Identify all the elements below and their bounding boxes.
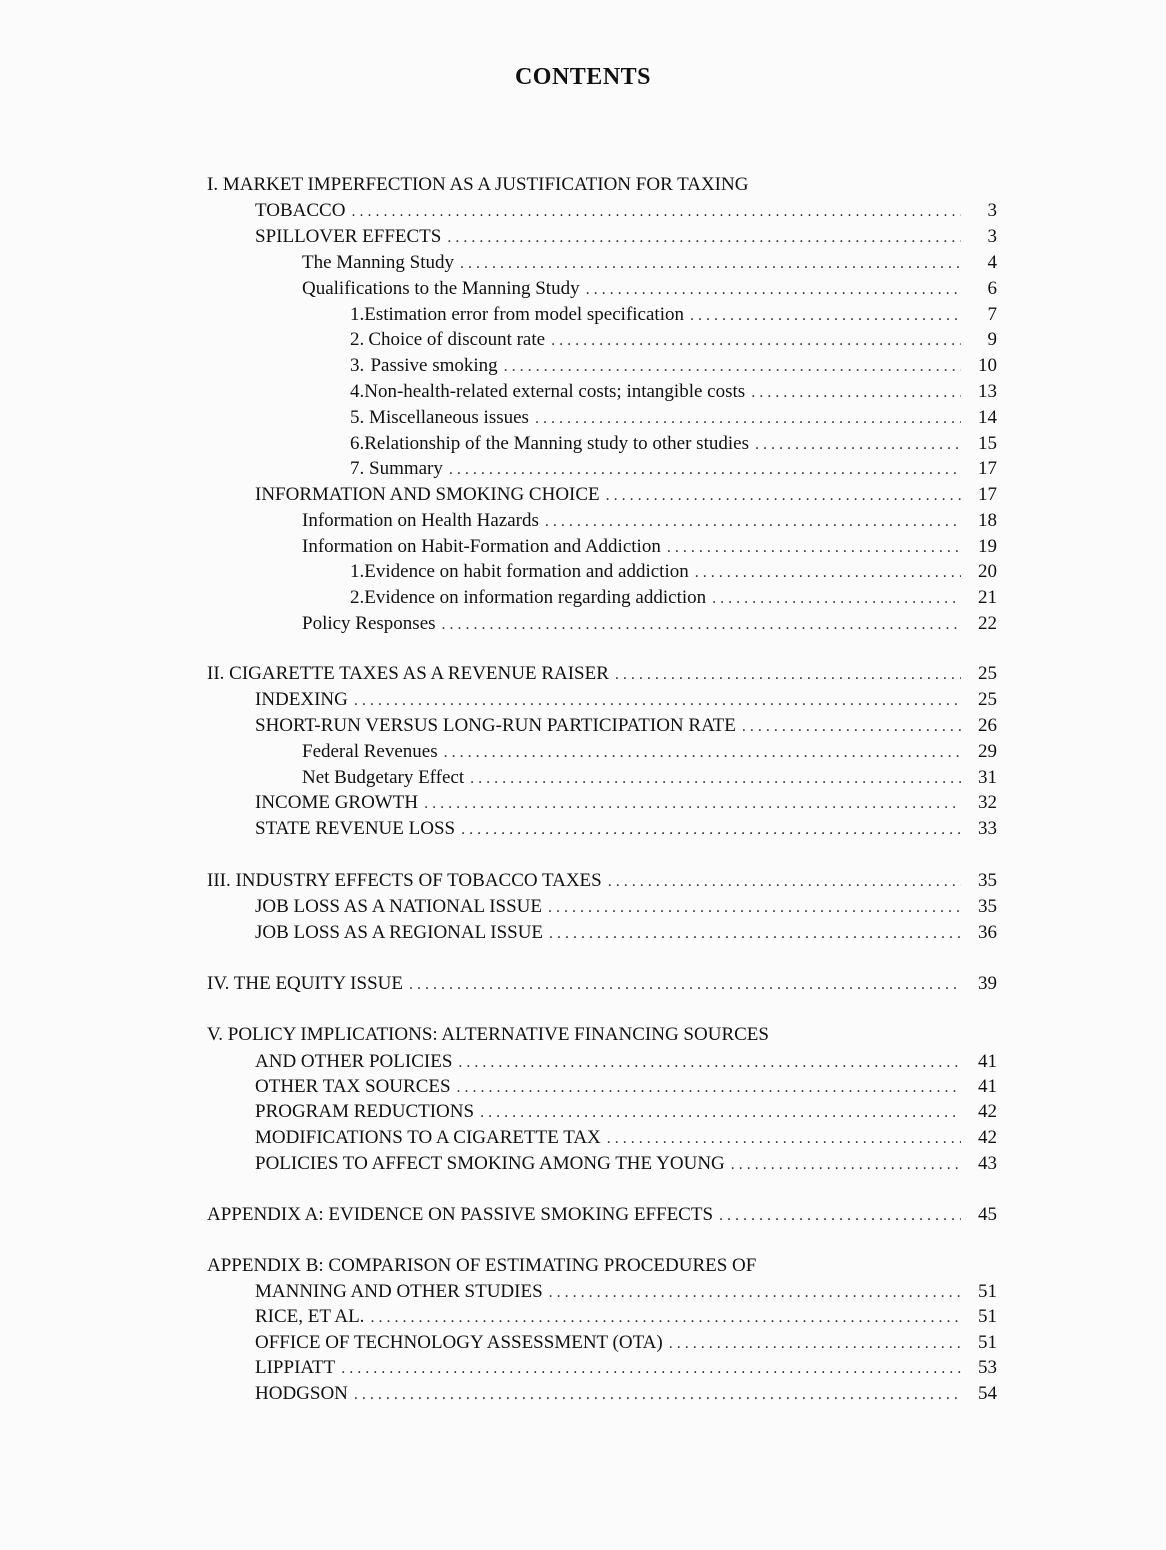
dot-leader — [545, 510, 961, 534]
dot-leader — [606, 484, 961, 508]
dot-leader — [460, 252, 961, 276]
dot-leader — [667, 536, 961, 560]
dot-leader — [719, 1204, 961, 1228]
page-number: 10 — [978, 355, 997, 376]
dot-leader — [669, 1332, 961, 1356]
entry-title: OTHER TAX SOURCES — [255, 1076, 451, 1097]
dot-leader — [742, 715, 961, 739]
toc-entry — [255, 791, 997, 815]
toc-entry — [255, 714, 997, 738]
page-number: 35 — [978, 870, 997, 891]
dot-leader — [695, 561, 961, 585]
toc-entry — [302, 766, 997, 790]
page-number: 53 — [978, 1357, 997, 1378]
toc-entry — [302, 509, 997, 533]
toc-entry — [255, 1305, 997, 1329]
toc-entry — [350, 380, 997, 404]
page-number: 41 — [978, 1051, 997, 1072]
dot-leader — [607, 1127, 961, 1151]
entry-title: Evidence on information regarding addiction — [364, 587, 707, 608]
entry-number: 5. — [350, 407, 365, 428]
toc-entry — [350, 328, 997, 352]
page-number: 54 — [978, 1383, 997, 1404]
toc-entry — [302, 612, 997, 636]
toc-entry — [207, 1254, 997, 1278]
entry-title: AND OTHER POLICIES — [255, 1051, 453, 1072]
page-number: 20 — [978, 561, 997, 582]
page-number: 13 — [978, 381, 997, 402]
page-number: 31 — [978, 767, 997, 788]
entry-number: 1. — [350, 304, 365, 325]
dot-leader — [442, 613, 961, 637]
dot-leader — [461, 818, 961, 842]
toc-entry — [255, 1382, 997, 1406]
entry-title: Non-health-related external costs; intangible costs — [364, 381, 746, 402]
entry-title: Information on Habit-Formation and Addiction — [302, 536, 661, 557]
toc-entry — [350, 354, 997, 378]
entry-title: SPILLOVER EFFECTS — [255, 226, 442, 247]
dot-leader — [447, 226, 961, 250]
toc-entry — [302, 277, 997, 301]
toc-entry — [255, 1126, 997, 1150]
entry-title: Evidence on habit formation and addiction — [364, 561, 689, 582]
entry-title: III. INDUSTRY EFFECTS OF TOBACCO TAXES — [207, 870, 602, 891]
dot-leader — [470, 767, 961, 791]
page-number: 36 — [978, 922, 997, 943]
entry-title: 7. Summary — [350, 458, 443, 479]
entry-title: MANNING AND OTHER STUDIES — [255, 1281, 543, 1302]
toc-entry — [255, 895, 997, 919]
page-number: 25 — [978, 689, 997, 710]
toc-entry — [350, 406, 997, 430]
entry-title: LIPPIATT — [255, 1357, 336, 1378]
entry-title: JOB LOSS AS A NATIONAL ISSUE — [255, 896, 542, 917]
entry-number: 3. — [350, 355, 365, 376]
dot-leader — [457, 1076, 961, 1100]
toc-entry — [255, 199, 997, 223]
entry-title: APPENDIX B: COMPARISON OF ESTIMATING PROCEDURES OF — [207, 1255, 757, 1276]
dot-leader — [586, 278, 961, 302]
dot-leader — [449, 458, 961, 482]
page-number: 41 — [978, 1076, 997, 1097]
toc-entry — [207, 662, 997, 686]
toc-entry — [207, 173, 997, 197]
page-number: 51 — [978, 1281, 997, 1302]
page-number: 18 — [978, 510, 997, 531]
toc-entry — [255, 1331, 997, 1355]
page-number: 39 — [978, 973, 997, 994]
toc-entry — [207, 1203, 997, 1227]
toc-entry — [255, 1280, 997, 1304]
entry-title: PROGRAM REDUCTIONS — [255, 1101, 475, 1122]
toc-entry — [302, 740, 997, 764]
page-number: 7 — [987, 304, 997, 325]
entry-title: Estimation error from model specification — [364, 304, 684, 325]
page-number: 51 — [978, 1306, 997, 1327]
entry-title: APPENDIX A: EVIDENCE ON PASSIVE SMOKING EFFECTS — [207, 1204, 714, 1225]
dot-leader — [731, 1153, 961, 1177]
dot-leader — [535, 407, 961, 431]
entry-title: The Manning Study — [302, 252, 454, 273]
dot-leader — [549, 922, 961, 946]
entry-title: INCOME GROWTH — [255, 792, 419, 813]
page-number: 42 — [978, 1127, 997, 1148]
toc-entry — [255, 1152, 997, 1176]
page-number: 35 — [978, 896, 997, 917]
toc-entry — [255, 483, 997, 507]
entry-title: Relationship of the Manning study to other studies — [364, 433, 749, 454]
dot-leader — [712, 587, 961, 611]
page-number: 45 — [978, 1204, 997, 1225]
toc-entry — [255, 688, 997, 712]
entry-title: JOB LOSS AS A REGIONAL ISSUE — [255, 922, 544, 943]
toc-entry — [350, 303, 997, 327]
page-number: 3 — [987, 200, 997, 221]
toc-entry — [350, 586, 997, 610]
dot-leader — [458, 1051, 961, 1075]
toc-entry — [255, 225, 997, 249]
page-title: CONTENTS — [514, 64, 652, 90]
toc-entry — [207, 1023, 997, 1047]
entry-title: TOBACCO — [255, 200, 346, 221]
entry-number: 2. — [350, 587, 365, 608]
entry-title: I. MARKET IMPERFECTION AS A JUSTIFICATION FOR TAXING — [207, 174, 749, 195]
entry-title: Information on Health Hazards — [302, 510, 539, 531]
page-number: 43 — [978, 1153, 997, 1174]
entry-title: Miscellaneous issues — [369, 407, 529, 428]
dot-leader — [755, 433, 961, 457]
dot-leader — [548, 896, 961, 920]
page-number: 6 — [987, 278, 997, 299]
entry-number: 4. — [350, 381, 365, 402]
dot-leader — [690, 304, 961, 328]
dot-leader — [504, 355, 961, 379]
toc-entry — [255, 1050, 997, 1074]
dot-leader — [354, 689, 961, 713]
entry-title: INFORMATION AND SMOKING CHOICE — [255, 484, 600, 505]
dot-leader — [409, 973, 961, 997]
entry-title: Federal Revenues — [302, 741, 438, 762]
entry-title: V. POLICY IMPLICATIONS: ALTERNATIVE FINANCING SOURCES — [207, 1024, 769, 1045]
page-number: 17 — [978, 458, 997, 479]
entry-title: IV. THE EQUITY ISSUE — [207, 973, 403, 994]
toc-entry — [255, 1075, 997, 1099]
entry-number: 2. — [350, 329, 365, 350]
page-number: 21 — [978, 587, 997, 608]
page-number: 9 — [987, 329, 997, 350]
toc-entry — [350, 560, 997, 584]
dot-leader — [615, 663, 961, 687]
page-number: 3 — [987, 226, 997, 247]
dot-leader — [751, 381, 961, 405]
entry-title: STATE REVENUE LOSS — [255, 818, 456, 839]
page-number: 32 — [978, 792, 997, 813]
toc-entry — [350, 432, 997, 456]
page-number: 25 — [978, 663, 997, 684]
page-number: 42 — [978, 1101, 997, 1122]
entry-title: MODIFICATIONS TO A CIGARETTE TAX — [255, 1127, 601, 1148]
entry-number: 1. — [350, 561, 365, 582]
dot-leader — [370, 1306, 961, 1330]
page-number: 14 — [978, 407, 997, 428]
dot-leader — [444, 741, 961, 765]
page-number: 4 — [987, 252, 997, 273]
dot-leader — [480, 1101, 961, 1125]
dot-leader — [354, 1383, 961, 1407]
toc-entry — [302, 251, 997, 275]
page-number: 15 — [978, 433, 997, 454]
toc-entry — [207, 972, 997, 996]
entry-title: II. CIGARETTE TAXES AS A REVENUE RAISER — [207, 663, 609, 684]
dot-leader — [608, 870, 961, 894]
toc-entry — [255, 1100, 997, 1124]
toc-entry — [350, 457, 997, 481]
toc-entry — [302, 535, 997, 559]
dot-leader — [551, 329, 961, 353]
toc-entry — [255, 921, 997, 945]
entry-number: 6. — [350, 433, 365, 454]
page-number: 29 — [978, 741, 997, 762]
entry-title: HODGSON — [255, 1383, 348, 1404]
dot-leader — [424, 792, 961, 816]
entry-title: Choice of discount rate — [368, 329, 546, 350]
dot-leader — [341, 1357, 961, 1381]
page-number: 26 — [978, 715, 997, 736]
entry-title: RICE, ET AL. — [255, 1306, 365, 1327]
entry-title: SHORT-RUN VERSUS LONG-RUN PARTICIPATION RATE — [255, 715, 736, 736]
entry-title: Policy Responses — [302, 613, 436, 634]
page-number: 19 — [978, 536, 997, 557]
toc-entry — [255, 1356, 997, 1380]
dot-leader — [351, 200, 961, 224]
entry-title: Qualifications to the Manning Study — [302, 278, 580, 299]
page-number: 33 — [978, 818, 997, 839]
dot-leader — [549, 1281, 961, 1305]
toc-entry — [255, 817, 997, 841]
entry-title: Net Budgetary Effect — [302, 767, 465, 788]
page-number: 17 — [978, 484, 997, 505]
page-number: 51 — [978, 1332, 997, 1353]
entry-title: Passive smoking — [370, 355, 498, 376]
entry-title: OFFICE OF TECHNOLOGY ASSESSMENT (OTA) — [255, 1332, 663, 1353]
entry-title: POLICIES TO AFFECT SMOKING AMONG THE YOUNG — [255, 1153, 725, 1174]
entry-title: INDEXING — [255, 689, 348, 710]
toc-entry — [207, 869, 997, 893]
page-number: 22 — [978, 613, 997, 634]
